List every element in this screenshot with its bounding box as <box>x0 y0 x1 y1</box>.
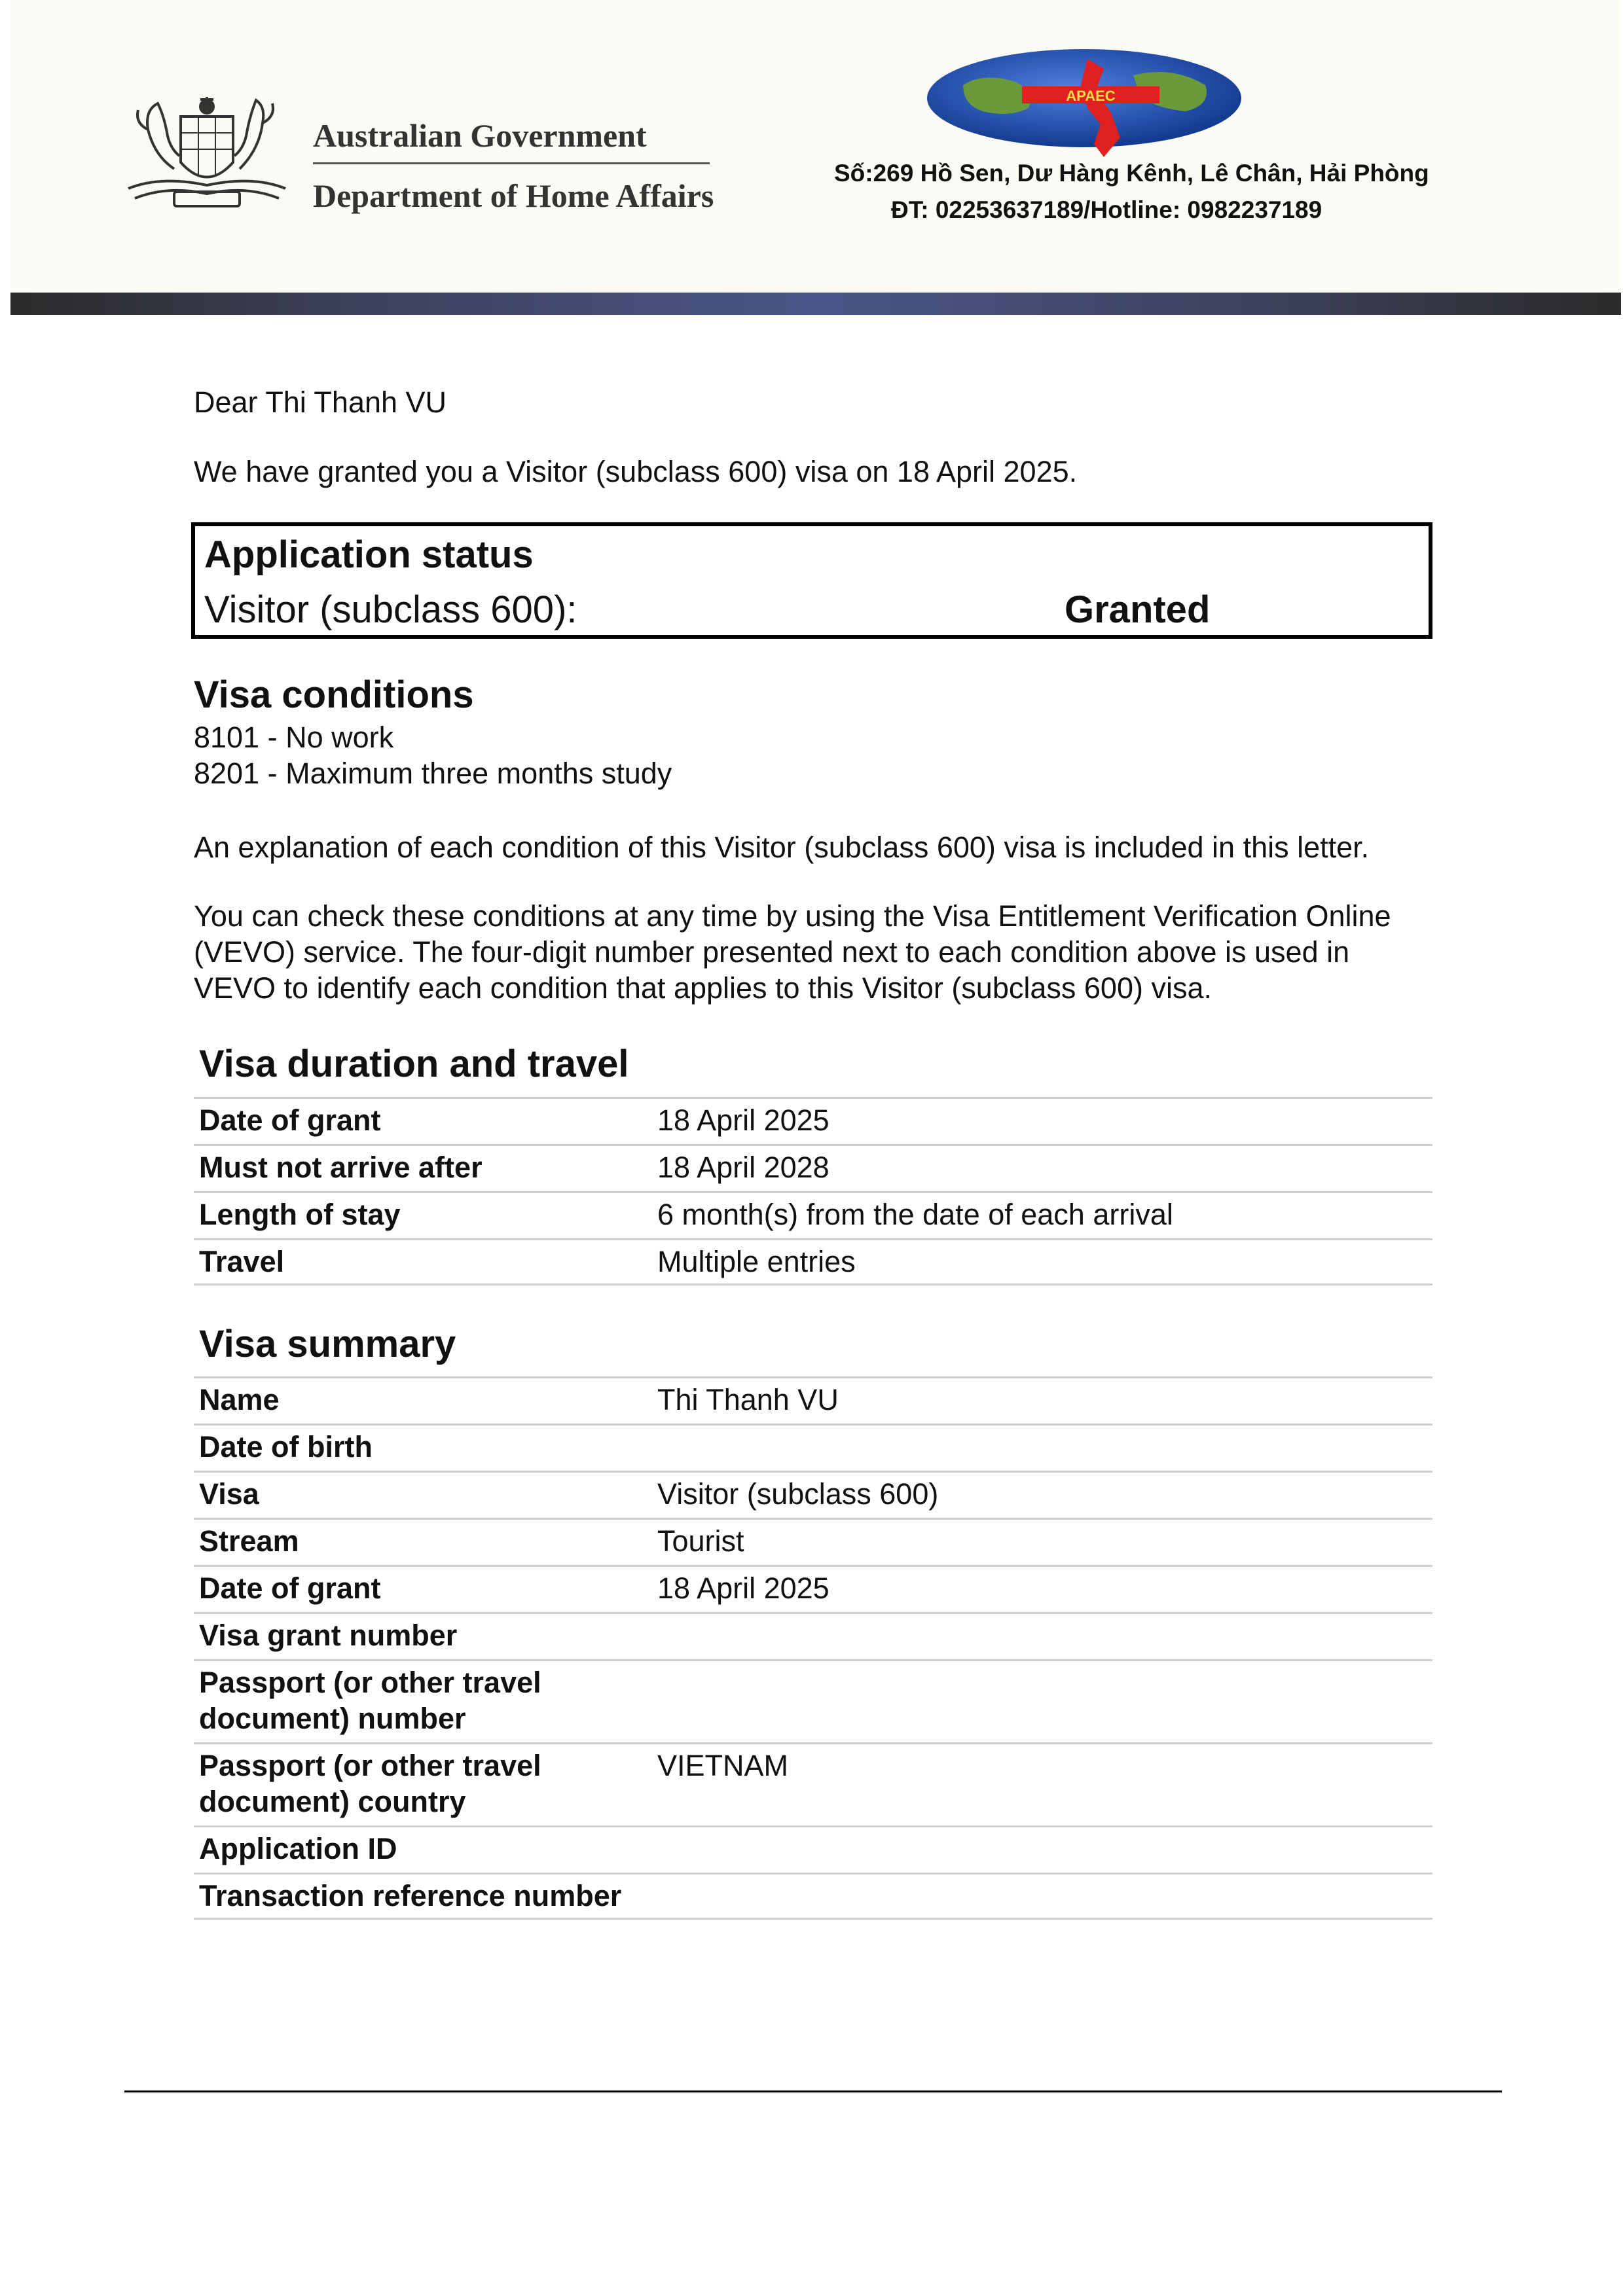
conditions-title: Visa conditions <box>194 673 474 716</box>
row-label-line: Passport (or other travel <box>199 1749 541 1782</box>
grant-sentence: We have granted you a Visitor (subclass 600) visa on 18 April 2025. <box>194 455 1078 488</box>
table-row <box>194 1612 1432 1659</box>
table-row <box>194 1144 1432 1191</box>
row-label-line: document) number <box>199 1701 466 1735</box>
table-row <box>194 1873 1432 1920</box>
row-value: VIETNAM <box>657 1749 789 1782</box>
duration-table <box>194 1097 1432 1285</box>
vevo-text-line: You can check these conditions at any time by using the Visa Entitlement Verification Online <box>194 899 1391 933</box>
table-row <box>194 1097 1432 1144</box>
table-row <box>194 1238 1432 1285</box>
globe-logo-icon <box>924 46 1245 164</box>
condition-item: 8101 - No work <box>194 721 394 754</box>
row-label <box>199 1665 541 1737</box>
row-label: Date of grant <box>199 1103 381 1137</box>
row-label: Travel <box>199 1245 285 1278</box>
application-status-box <box>191 522 1432 639</box>
condition-item: 8201 - Maximum three months study <box>194 757 672 790</box>
footer-divider <box>124 2090 1502 2092</box>
row-value: 18 April 2025 <box>657 1571 830 1605</box>
svg-text:APAEC: APAEC <box>1066 88 1116 104</box>
row-label: Visa <box>199 1477 259 1511</box>
row-label: Stream <box>199 1524 299 1558</box>
row-value: 18 April 2025 <box>657 1103 830 1137</box>
row-label <box>199 1748 541 1820</box>
table-row <box>194 1659 1432 1742</box>
row-value: Visitor (subclass 600) <box>657 1477 939 1511</box>
table-row <box>194 1471 1432 1518</box>
row-label: Length of stay <box>199 1198 401 1231</box>
table-row <box>194 1825 1432 1873</box>
agency-address: Số:269 Hồ Sen, Dư Hàng Kênh, Lê Chân, Hải Phòng <box>834 160 1429 187</box>
row-label: Must not arrive after <box>199 1151 483 1184</box>
table-row <box>194 1376 1432 1424</box>
status-visa-label: Visitor (subclass 600): <box>204 588 577 631</box>
table-row <box>194 1742 1432 1825</box>
row-value: 6 month(s) from the date of each arrival <box>657 1198 1173 1231</box>
summary-table <box>194 1376 1432 1920</box>
conditions-explanation: An explanation of each condition of this Visitor (subclass 600) visa is included in this letter. <box>194 831 1370 864</box>
row-label: Date of birth <box>199 1430 373 1463</box>
status-badge: Granted <box>1065 588 1211 631</box>
table-row <box>194 1518 1432 1565</box>
table-row <box>194 1424 1432 1471</box>
header-band <box>10 293 1621 315</box>
row-label: Application ID <box>199 1832 397 1865</box>
row-label-line: Passport (or other travel <box>199 1666 541 1699</box>
row-value: Thi Thanh VU <box>657 1383 839 1416</box>
gov-name: Australian Government <box>313 117 647 154</box>
row-value: Tourist <box>657 1524 744 1558</box>
status-title: Application status <box>204 533 534 576</box>
row-label: Name <box>199 1383 280 1416</box>
row-label: Visa grant number <box>199 1619 458 1652</box>
dept-name: Department of Home Affairs <box>313 177 714 214</box>
letterhead <box>10 0 1621 293</box>
table-row <box>194 1191 1432 1238</box>
table-row <box>194 1565 1432 1612</box>
row-value: 18 April 2028 <box>657 1151 830 1184</box>
coat-of-arms-icon <box>109 77 305 221</box>
summary-title: Visa summary <box>199 1323 456 1365</box>
header-divider <box>313 162 710 164</box>
vevo-text-line: VEVO to identify each condition that applies to this Visitor (subclass 600) visa. <box>194 971 1212 1005</box>
vevo-text-line: (VEVO) service. The four-digit number presented next to each condition above is used in <box>194 935 1350 969</box>
row-value: Multiple entries <box>657 1245 856 1278</box>
row-label: Transaction reference number <box>199 1879 622 1912</box>
greeting: Dear Thi Thanh VU <box>194 386 447 419</box>
row-label: Date of grant <box>199 1571 381 1605</box>
agency-phone: ĐT: 02253637189/Hotline: 0982237189 <box>891 196 1322 223</box>
duration-title: Visa duration and travel <box>199 1043 629 1085</box>
row-label-line: document) country <box>199 1784 466 1818</box>
